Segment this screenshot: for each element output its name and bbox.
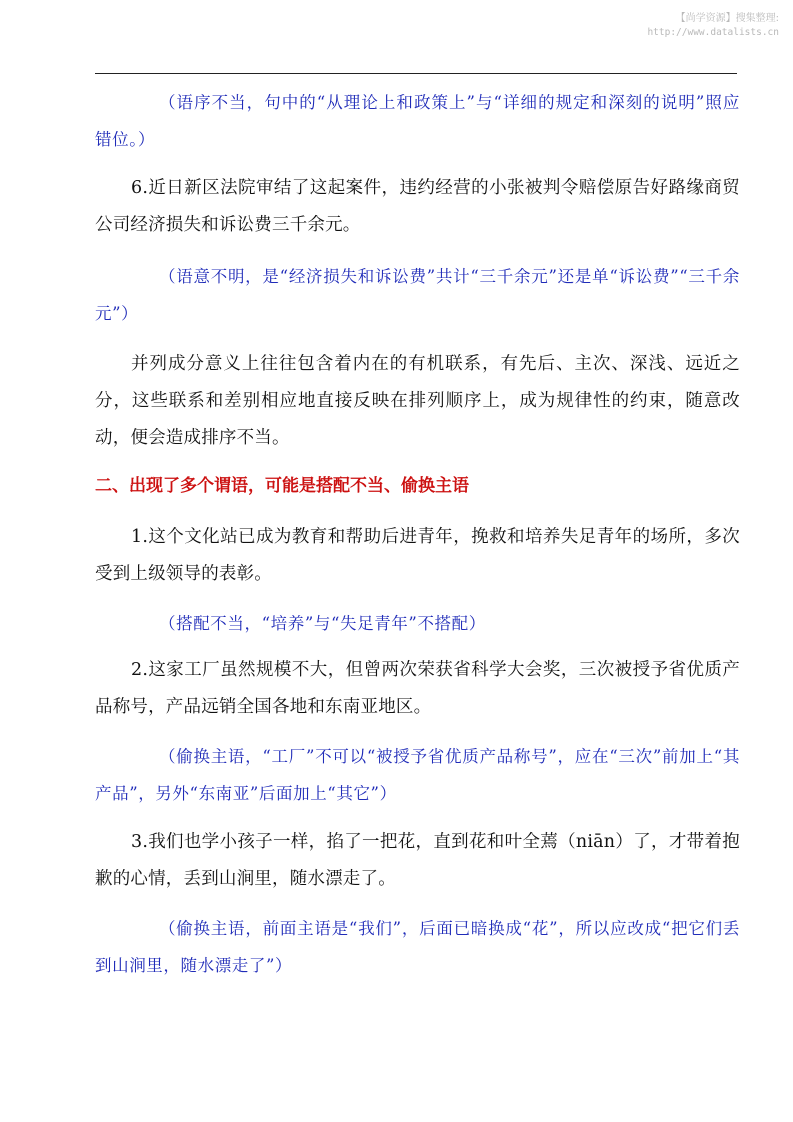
watermark xyxy=(647,12,779,40)
section-2-note-3: （偷换主语，前面主语是“我们”，后面已暗换成“花”，所以应改成“把它们丢到山涧里，随水漂走了”） xyxy=(95,919,740,975)
example-item-6: 6.近日新区法院审结了这起案件，违约经营的小张被判令赔偿原告好路缘商贸公司经济损失和诉讼费三千余元。 xyxy=(95,178,740,235)
section-2-note-1: （搭配不当，“培养”与“失足青年”不搭配） xyxy=(159,614,486,633)
watermark-source: 【尚学资源】搜集整理: xyxy=(675,13,779,24)
note-item-6: （语意不明，是“经济损失和诉讼费”共计“三千余元”还是单“诉讼费”“三千余元”） xyxy=(95,267,740,323)
section-2-item-2: 2.这家工厂虽然规模不大，但曾两次荣获省科学大会奖，三次被授予省优质产品称号，产品远销全国各地和东南亚地区。 xyxy=(95,660,740,717)
section-2-item-3: 3.我们也学小孩子一样，掐了一把花，直到花和叶全蔫（niān）了，才带着抱歉的心情，丢到山涧里，随水漂走了。 xyxy=(95,832,740,889)
header-rule xyxy=(95,73,737,74)
page-content xyxy=(95,84,740,984)
section-2-heading: 二、出现了多个谓语，可能是搭配不当、偷换主语 xyxy=(95,476,469,496)
note-word-order: （语序不当，句中的“从理论上和政策上”与“详细的规定和深刻的说明”照应错位。） xyxy=(95,93,740,149)
section-2-note-2: （偷换主语，“工厂”不可以“被授予省优质产品称号”，应在“三次”前加上“其产品”，另外“东南亚”后面加上“其它”） xyxy=(95,747,740,803)
section-2-item-1: 1.这个文化站已成为教育和帮助后进青年，挽救和培养失足青年的场所，多次受到上级领导的表彰。 xyxy=(95,527,740,584)
watermark-url: http://www.datalists.cn xyxy=(647,27,779,38)
paragraph-parallel-elements: 并列成分意义上往往包含着内在的有机联系，有先后、主次、深浅、远近之分，这些联系和差别相应地直接反映在排列顺序上，成为规律性的约束，随意改动，便会造成排序不当。 xyxy=(95,354,740,448)
